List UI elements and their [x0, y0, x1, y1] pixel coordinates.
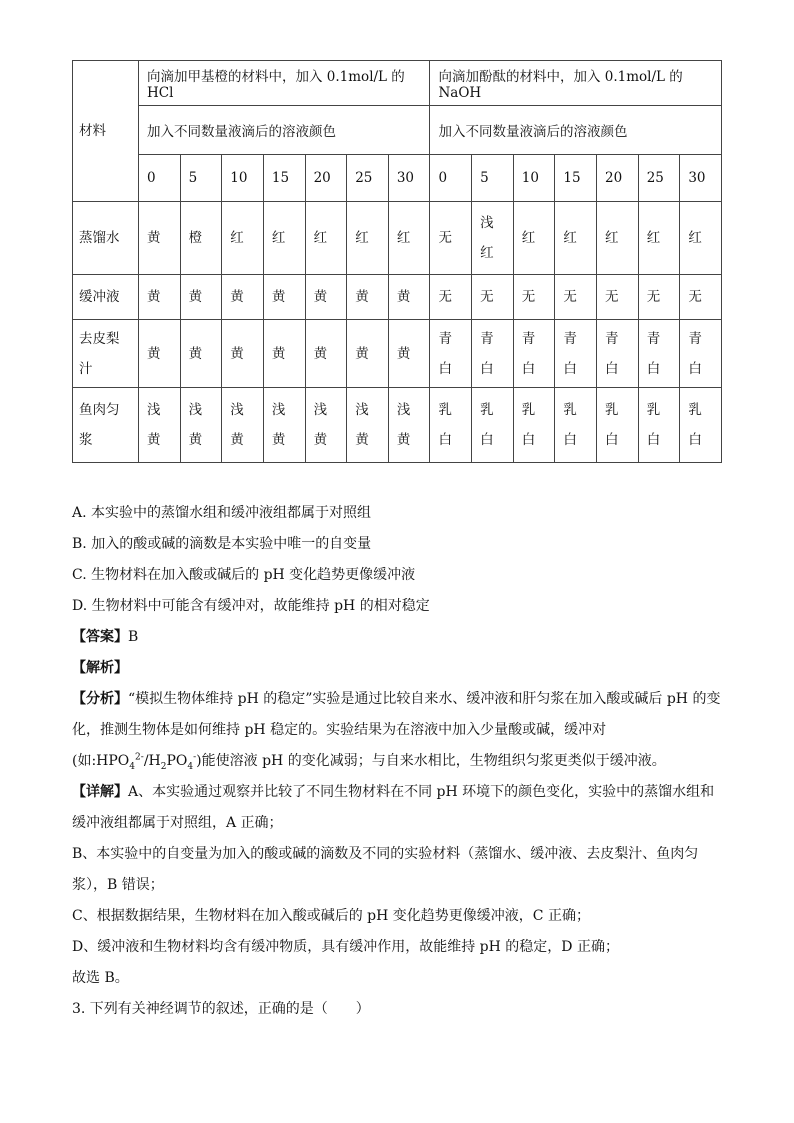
color-cell: 浅黄 — [388, 388, 430, 463]
color-cell: 黄 — [347, 274, 389, 319]
drops-count-cell: 30 — [388, 154, 430, 201]
color-cell: 红 — [263, 202, 305, 275]
analysis-heading: 【解析】 — [72, 660, 128, 676]
color-cell: 无 — [513, 274, 555, 319]
color-cell: 浅黄 — [263, 388, 305, 463]
color-cell: 浅黄 — [222, 388, 264, 463]
color-cell: 青白 — [680, 319, 722, 388]
color-cell: 无 — [430, 274, 472, 319]
color-cell: 无 — [555, 274, 597, 319]
color-cell: 无 — [472, 274, 514, 319]
color-cell: 青白 — [597, 319, 639, 388]
analysis-slash: /H — [143, 753, 161, 769]
color-cell: 青白 — [472, 319, 514, 388]
color-cell: 黄 — [139, 319, 181, 388]
analysis-label: 【分析】 — [72, 691, 128, 707]
analysis-sub: 4 — [129, 761, 136, 772]
analysis-paragraph — [72, 684, 727, 777]
analysis-sub-3: 4 — [187, 761, 194, 772]
color-cell: 黄 — [388, 274, 430, 319]
color-cell: 黄 — [180, 319, 222, 388]
drops-count-cell: 5 — [472, 154, 514, 201]
detail-a — [72, 777, 727, 839]
drops-count-cell: 25 — [638, 154, 680, 201]
color-cell: 青白 — [513, 319, 555, 388]
color-cell: 无 — [638, 274, 680, 319]
drops-count-cell: 30 — [680, 154, 722, 201]
color-cell: 红 — [347, 202, 389, 275]
analysis-po4: PO — [166, 753, 188, 769]
color-cell: 红 — [305, 202, 347, 275]
color-cell: 红 — [638, 202, 680, 275]
table-row — [73, 202, 722, 275]
material-name-cell: 蒸馏水 — [73, 202, 139, 275]
color-cell: 黄 — [347, 319, 389, 388]
drops-count-cell: 10 — [513, 154, 555, 201]
color-cell: 黄 — [222, 274, 264, 319]
drops-count-cell: 20 — [597, 154, 639, 201]
color-cell: 黄 — [139, 274, 181, 319]
color-cell: 黄 — [263, 319, 305, 388]
material-name-cell: 去皮梨汁 — [73, 319, 139, 388]
color-cell: 无 — [597, 274, 639, 319]
detail-d: D、缓冲液和生物材料均含有缓冲物质，具有缓冲作用，故能维持 pH 的稳定，D 正确； — [72, 939, 619, 955]
color-cell: 浅黄 — [347, 388, 389, 463]
table-row — [73, 388, 722, 463]
color-cell: 黄 — [305, 319, 347, 388]
drops-count-cell: 5 — [180, 154, 222, 201]
material-header: 材料 — [73, 61, 139, 202]
detail-label: 【详解】 — [72, 784, 128, 800]
analysis-sub-2: 2 — [160, 761, 167, 772]
color-cell: 浅黄 — [139, 388, 181, 463]
color-cell: 红 — [388, 202, 430, 275]
color-cell: 红 — [680, 202, 722, 275]
detail-b: B、本实验中的自变量为加入的酸或碱的滴数及不同的实验材料（蒸馏水、缓冲液、去皮梨汁、鱼肉匀浆），B 错误； — [72, 846, 699, 893]
drops-count-cell: 0 — [430, 154, 472, 201]
color-cell: 黄 — [263, 274, 305, 319]
color-cell: 黄 — [388, 319, 430, 388]
color-cell: 无 — [680, 274, 722, 319]
color-cell: 橙 — [180, 202, 222, 275]
analysis-sup: 2- — [135, 752, 144, 763]
color-cell: 乳白 — [513, 388, 555, 463]
drops-count-cell: 20 — [305, 154, 347, 201]
color-cell: 浅红 — [472, 202, 514, 275]
drops-count-cell: 15 — [555, 154, 597, 201]
hcl-header: 向滴加甲基橙的材料中，加入 0.1mol/L 的 HCl — [139, 61, 430, 106]
color-cell: 乳白 — [555, 388, 597, 463]
naoh-header: 向滴加酚酞的材料中，加入 0.1mol/L 的 NaOH — [430, 61, 722, 106]
color-cell: 红 — [597, 202, 639, 275]
answer-value: B — [128, 629, 139, 645]
option-a: A. 本实验中的蒸馏水组和缓冲液组都属于对照组 — [72, 505, 372, 521]
answer-line — [72, 622, 727, 653]
drops-caption-left: 加入不同数量液滴后的溶液颜色 — [139, 106, 430, 154]
option-c: C. 生物材料在加入酸或碱后的 pH 变化趋势更像缓冲液 — [72, 567, 416, 583]
color-cell: 黄 — [305, 274, 347, 319]
table-row — [73, 319, 722, 388]
drops-count-cell: 0 — [139, 154, 181, 201]
detail-c: C、根据数据结果，生物材料在加入酸或碱后的 pH 变化趋势更像缓冲液，C 正确； — [72, 908, 590, 924]
color-cell: 乳白 — [597, 388, 639, 463]
detail-a-text: A、本实验通过观察并比较了不同生物材料在不同 pH 环境下的颜色变化，实验中的蒸馏水组和缓冲液组都属于对照组，A 正确； — [72, 784, 715, 831]
detail-conclusion: 故选 B。 — [72, 970, 129, 986]
option-b: B. 加入的酸或碱的滴数是本实验中唯一的自变量 — [72, 536, 372, 552]
color-cell: 浅黄 — [180, 388, 222, 463]
color-cell: 乳白 — [472, 388, 514, 463]
color-cell: 无 — [430, 202, 472, 275]
analysis-text-1: “模拟生物体维持 pH 的稳定”实验是通过比较自来水、缓冲液和肝匀浆在加入酸或碱后 pH 的变化，推测生物体是如何维持 pH 稳定的。实验结果为在溶液中加入少量酸或碱，缓冲对(如:HPO — [72, 691, 721, 769]
color-cell: 乳白 — [680, 388, 722, 463]
color-cell: 黄 — [139, 202, 181, 275]
analysis-text-2: )能使溶液 pH 的变化减弱；与自来水相比，生物组织匀浆更类似于缓冲液。 — [196, 753, 666, 769]
color-cell: 乳白 — [430, 388, 472, 463]
color-cell: 乳白 — [638, 388, 680, 463]
next-question: 3. 下列有关神经调节的叙述，正确的是（ ） — [72, 1001, 370, 1017]
color-cell: 黄 — [222, 319, 264, 388]
color-cell: 红 — [222, 202, 264, 275]
color-cell: 红 — [555, 202, 597, 275]
material-name-cell: 鱼肉匀浆 — [73, 388, 139, 463]
analysis-sup-2: - — [193, 752, 197, 763]
experiment-table — [72, 60, 722, 463]
color-cell: 青白 — [638, 319, 680, 388]
color-cell: 浅黄 — [305, 388, 347, 463]
question-content — [72, 498, 727, 1025]
color-cell: 黄 — [180, 274, 222, 319]
material-name-cell: 缓冲液 — [73, 274, 139, 319]
answer-label: 【答案】 — [72, 629, 128, 645]
table-row — [73, 274, 722, 319]
drops-caption-right: 加入不同数量液滴后的溶液颜色 — [430, 106, 722, 154]
drops-count-cell: 10 — [222, 154, 264, 201]
color-cell: 青白 — [430, 319, 472, 388]
drops-count-cell: 25 — [347, 154, 389, 201]
color-cell: 红 — [513, 202, 555, 275]
color-cell: 青白 — [555, 319, 597, 388]
drops-count-cell: 15 — [263, 154, 305, 201]
option-d: D. 生物材料中可能含有缓冲对，故能维持 pH 的相对稳定 — [72, 598, 430, 614]
